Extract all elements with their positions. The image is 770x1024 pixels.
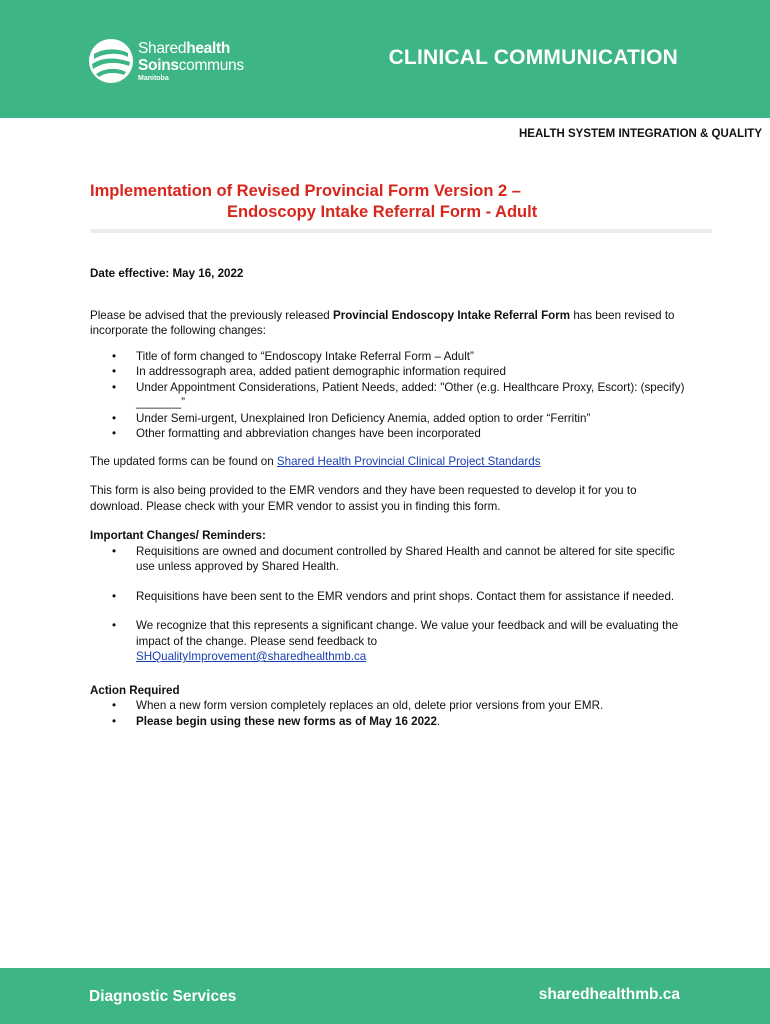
logo-shared: Shared — [138, 40, 187, 57]
start-date-instruction: Please begin using these new forms as of May 16 2022 — [136, 714, 437, 728]
list-item: • When a new form version completely replaces an old, delete prior versions from your EMR. — [90, 698, 690, 714]
footer-website: sharedhealthmb.ca — [538, 986, 680, 1003]
list-item: • Title of form changed to “Endoscopy Intake Referral Form – Adult” — [90, 349, 690, 365]
period: . — [436, 714, 441, 728]
list-item: • Requisitions are owned and document controlled by Shared Health and cannot be altered for site specific use unless approved by Shared Health. — [90, 544, 690, 575]
header-banner — [0, 0, 770, 118]
title-divider — [90, 229, 712, 233]
logo-health: health — [186, 40, 231, 57]
document-body — [90, 266, 690, 741]
list-item: • In addressograph area, added patient demographic information required — [90, 364, 690, 380]
forms-location-paragraph — [90, 454, 690, 470]
action-list — [90, 698, 690, 729]
list-item — [90, 618, 690, 665]
banner-title: CLINICAL COMMUNICATION — [388, 46, 678, 69]
intro-text: Please be advised that the previously released — [90, 308, 333, 322]
list-item — [90, 714, 690, 730]
action-heading: Action Required — [90, 683, 180, 697]
department-label: HEALTH SYSTEM INTEGRATION & QUALITY — [519, 128, 762, 140]
shared-health-swirl-icon — [88, 38, 134, 84]
footer-banner — [0, 968, 770, 1024]
title-line-2: Endoscopy Intake Referral Form - Adult — [227, 203, 538, 221]
logo-communs: communs — [178, 56, 244, 74]
standards-link[interactable]: Shared Health Provincial Clinical Project Standards — [276, 454, 541, 468]
reminders-list — [90, 544, 690, 665]
logo-manitoba: Manitoba — [138, 75, 169, 82]
logo-wordmark — [138, 41, 244, 82]
logo-soins: Soins — [138, 56, 179, 74]
changes-list — [90, 349, 690, 442]
date-effective: Date effective: May 16, 2022 — [90, 267, 244, 280]
footer-department: Diagnostic Services — [89, 988, 237, 1005]
list-item: • Other formatting and abbreviation changes have been incorporated — [90, 426, 690, 442]
feedback-email-link[interactable]: SHQualityImprovement@sharedhealthmb.ca — [136, 650, 367, 663]
list-item: • Under Appointment Considerations, Patient Needs, added: "Other (e.g. Healthcare Proxy, Escort): (specify) _______” — [90, 380, 690, 411]
emr-paragraph: This form is also being provided to the EMR vendors and they have been requested to develop it for you to download. Please check with your EMR vendor to assist you in finding this form. — [90, 484, 637, 513]
intro-form-name: Provincial Endoscopy Intake Referral Form — [332, 308, 571, 322]
forms-location-text: The updated forms can be found on — [90, 454, 277, 468]
feedback-text: We recognize that this represents a significant change. We value your feedback and will be evaluating the impact of the change. Please send feedback to — [136, 619, 679, 648]
title-line-1: Implementation of Revised Provincial Form Version 2 – — [90, 182, 521, 200]
intro-text-end: has been revised to incorporate the following changes: — [90, 308, 675, 337]
shared-health-logo — [88, 38, 248, 88]
list-item: • Under Semi-urgent, Unexplained Iron Deficiency Anemia, added option to order “Ferritin” — [90, 411, 690, 427]
intro-paragraph — [90, 308, 690, 339]
list-item: • Requisitions have been sent to the EMR vendors and print shops. Contact them for assistance if needed. — [90, 589, 690, 605]
document-title — [90, 181, 690, 223]
reminders-heading: Important Changes/ Reminders: — [90, 529, 266, 542]
